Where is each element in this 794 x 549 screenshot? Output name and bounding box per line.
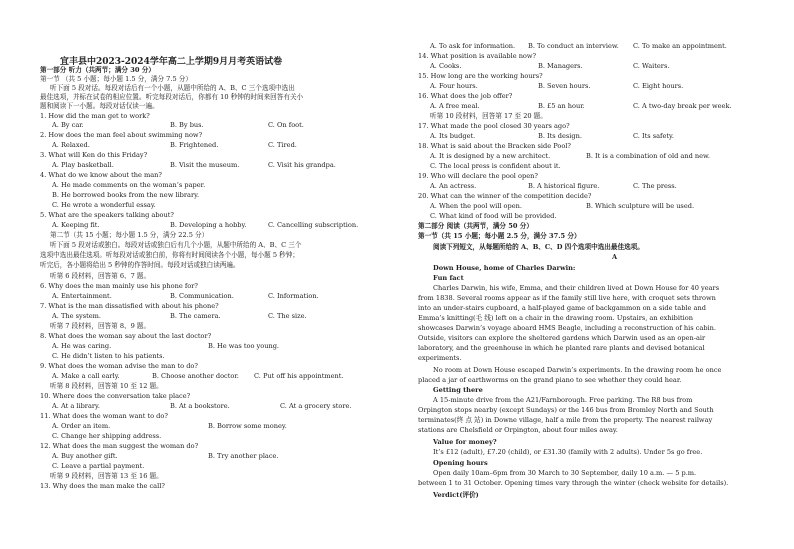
option: B. Its design. <box>538 132 582 140</box>
option: C. Change her shipping address. <box>52 432 162 440</box>
option: C. On foot. <box>268 121 304 129</box>
option: B. To conduct an interview. <box>528 42 619 50</box>
question-15: 15. How long are the working hours? <box>418 72 543 80</box>
option: B. Choose another doctor. <box>152 372 239 380</box>
reading-instruction: 阅读下列短文，从每题所给的 A、B、C、D 四个选项中选出最佳选项。 <box>433 243 644 251</box>
paragraph-line: placed a jar of earthworms on the grand piano to see whether they could hear. <box>418 376 682 384</box>
option: B. Borrow some money. <box>208 422 287 430</box>
option: B. A historical figure. <box>528 182 600 190</box>
question-1: 1. How did the man get to work? <box>40 112 150 120</box>
section2-instruction-line: 选项中选出最佳选项。听每段对话或独白前，你将有时间阅读各个小题，每小题 5 秒钟； <box>40 251 299 259</box>
option: B. At a bookstore. <box>170 402 230 410</box>
option: B. It is a combination of old and new. <box>586 152 710 160</box>
question-14: 14. What position is available now? <box>418 52 537 60</box>
paragraph-line: A 15-minute drive from the A21/Farnborough. Free parking. The R8 bus from <box>433 396 693 404</box>
option: A. Keeping fit. <box>52 221 100 229</box>
question-6: 6. Why does the man mainly use his phone for? <box>40 282 198 290</box>
section1-instruction-line: 题和阅读下一小题。每段对话仅读一遍。 <box>40 102 159 110</box>
right-column <box>418 0 763 549</box>
option: A. An actress. <box>430 182 477 190</box>
option: C. What kind of food will be provided. <box>430 212 557 220</box>
option: A. At a library. <box>52 402 100 410</box>
option: B. Seven hours. <box>538 82 591 90</box>
option: B. He borrowed books from the new library. <box>52 191 200 199</box>
option: C. Put off his appointment. <box>254 372 344 380</box>
option: C. Waiters. <box>633 62 670 70</box>
listening-hint: 听第 8 段材料，回答第 10 至 12 题。 <box>50 382 163 390</box>
option: C. To make an appointment. <box>633 42 727 50</box>
section2-instruction-line: 听下面 5 段对话或独白。每段对话或独白后有几个小题，从题中所给的 A、B、C 三个 <box>50 241 302 249</box>
section2-heading: 第二节（共 15 小题；每小题 1.5 分，满分 22.5 分） <box>50 231 209 239</box>
question-11: 11. What does the woman want to do? <box>40 412 168 420</box>
subheading-getting-there: Getting there <box>433 386 483 394</box>
paragraph-line: Outside, visitors can explore the sheltered gardens which Darwin used as an open-air <box>418 334 706 342</box>
option: C. Cancelling subscription. <box>268 221 359 229</box>
question-2: 2. How does the man feel about swimming now? <box>40 131 203 139</box>
section1-heading: 第一节 （共 5 小题；每小题 1.5 分，满分 7.5 分） <box>40 75 192 83</box>
question-19: 19. Who will declare the pool open? <box>418 172 538 180</box>
paragraph-line: Open daily 10am–6pm from 30 March to 30 September, daily 10 a.m. — 5 p.m. <box>433 469 697 477</box>
paragraph-line: Emma’s knitting(毛 线) left on a chair in the drawing room. Upstairs, an exhibition <box>418 314 693 322</box>
option: B. Managers. <box>538 62 583 70</box>
option: A. Four hours. <box>430 82 478 90</box>
question-13: 13. Why does the man make the call? <box>40 482 165 490</box>
option: B. Which sculpture will be used. <box>586 202 695 210</box>
paragraph-line: Orpington stops nearby (except Sundays) or the 146 bus from Bromley North and South <box>418 406 714 414</box>
option: A. He made comments on the woman’s paper. <box>52 181 206 189</box>
option: A. It is designed by a new architect. <box>430 152 551 160</box>
paragraph-line: It’s £12 (adult), £7.20 (child), or £31.30 (family with 2 adults). Under 5s go free. <box>433 448 703 456</box>
section1-instruction-line: 最佳选项，并标在试卷的相应位置。听完每段对话后，你都有 10 秒钟的时间来回答有关小 <box>40 93 304 101</box>
listening-hint: 听第 9 段材料，回答第 13 至 16 题。 <box>50 472 163 480</box>
question-8: 8. What does the woman say about the last doctor? <box>40 332 212 340</box>
option: B. £5 an hour. <box>538 102 585 110</box>
option: A. Relaxed. <box>52 141 90 149</box>
paragraph-line: showcases Darwin’s voyage aboard HMS Beagle, including a reconstruction of his cabin. <box>418 324 717 332</box>
option: C. Its safety. <box>633 132 674 140</box>
question-3: 3. What will Ken do this Friday? <box>40 151 148 159</box>
option: A. A free meal. <box>430 102 480 110</box>
option: A. Entertainment. <box>52 292 112 300</box>
option: B. Visit the museum. <box>170 161 240 169</box>
option: A. By car. <box>52 121 84 129</box>
paragraph-line: into an under-stairs cupboard, a half-played game of backgammon on a side table and <box>418 304 706 312</box>
option: C. He didn’t listen to his patients. <box>52 352 165 360</box>
option: B. Developing a hobby. <box>170 221 247 229</box>
option: B. Try another place. <box>208 452 279 460</box>
option: A. Its budget. <box>430 132 476 140</box>
option: C. At a grocery store. <box>280 402 352 410</box>
subheading-fun-fact: Fun fact <box>433 274 464 282</box>
option: A. Order an item. <box>52 422 111 430</box>
paragraph-line: between 1 to 31 October. Opening times vary through the winter (check website for details). <box>418 479 729 487</box>
option: A. The system. <box>52 312 101 320</box>
listening-hint: 听第 7 段材料，回答第 8、9 题。 <box>50 322 151 330</box>
question-10: 10. Where does the conversation take place? <box>40 392 191 400</box>
question-20: 20. What can the winner of the competition decide? <box>418 192 592 200</box>
option: C. Information. <box>268 292 319 300</box>
question-18: 18. What is said about the Bracken side Pool? <box>418 142 571 150</box>
question-4: 4. What do we know about the man? <box>40 171 162 179</box>
option: B. Frightened. <box>170 141 219 149</box>
question-12: 12. What does the man suggest the woman do? <box>40 442 199 450</box>
passage-letter: A <box>612 253 618 261</box>
option: A. Cooks. <box>430 62 462 70</box>
option: B. By bus. <box>170 121 204 129</box>
part2-heading: 第二部分 阅读（共两节，满分 50 分） <box>418 222 533 230</box>
section1-instruction-line: 听下面 5 段对话。每段对话后有一个小题，从题中所给的 A、B、C 三个选项中选出 <box>50 84 295 92</box>
paragraph-line: stations are Chelsfield or Orpington, about four miles away. <box>418 426 618 434</box>
paragraph-line: laboratory, and the greenhouse in which he planted rare plants and devised botanical <box>418 344 705 352</box>
paragraph-line: Charles Darwin, his wife, Emma, and their children lived at Down House for 40 years <box>433 284 720 292</box>
question-5: 5. What are the speakers talking about? <box>40 211 174 219</box>
paragraph-line: experiments. <box>418 354 462 362</box>
option: B. He was too young. <box>208 342 280 350</box>
paragraph-line: No room at Down House escaped Darwin’s experiments. In the drawing room he once <box>433 366 722 374</box>
section2-instruction-line: 听完后，各小题将给出 5 秒钟的作答时间。每段对话或独白读两遍。 <box>40 261 240 269</box>
option: C. Leave a partial payment. <box>52 462 145 470</box>
option: C. Visit his grandpa. <box>268 161 336 169</box>
option: C. The size. <box>268 312 307 320</box>
paragraph-line: from 1838. Several rooms appear as if the family still live here, with croquet sets thrown <box>418 294 716 302</box>
passage-title: Down House, home of Charles Darwin: <box>433 264 576 272</box>
paragraph-line: terminates(终 点 站) in Downe village, half a mile from the property. The nearest railway <box>418 416 713 424</box>
question-7: 7. What is the man dissatisfied with about his phone? <box>40 302 219 310</box>
option: C. A two-day break per week. <box>633 102 732 110</box>
question-16: 16. What does the job offer? <box>418 92 513 100</box>
question-17: 17. What made the pool closed 30 years ago? <box>418 122 570 130</box>
option: A. Play basketball. <box>52 161 114 169</box>
question-9: 9. What does the woman advise the man to do? <box>40 362 198 370</box>
option: C. Tired. <box>268 141 297 149</box>
left-column <box>40 0 385 549</box>
option: C. He wrote a wonderful essay. <box>52 201 156 209</box>
part1-heading: 第一部分 听力（共两节；满分 30 分） <box>40 66 155 74</box>
listening-hint: 听第 10 段材料，回答第 17 至 20 题。 <box>430 112 547 120</box>
subheading-opening-hours: Opening hours <box>433 459 488 467</box>
option: A. Buy another gift. <box>52 452 118 460</box>
option: A. He was caring. <box>52 342 112 350</box>
subheading-value: Value for money? <box>433 438 497 446</box>
reading-section1-heading: 第一节（共 15 小题；每小题 2.5 分，满分 37.5 分） <box>418 232 581 240</box>
option: A. Make a call early. <box>52 372 120 380</box>
option: C. The press. <box>633 182 677 190</box>
listening-hint: 听第 6 段材料，回答第 6、7 题。 <box>50 272 151 280</box>
option: A. When the pool will open. <box>430 202 522 210</box>
option: B. Communication. <box>170 292 234 300</box>
option: B. The camera. <box>170 312 221 320</box>
exam-title: 宜丰县中2023-2024学年高二上学期9月月考英语试卷 <box>60 57 283 67</box>
option: A. To ask for information. <box>430 42 516 50</box>
option: C. The local press is confident about it. <box>430 162 561 170</box>
subheading-verdict: Verdict(评价) <box>433 491 479 499</box>
option: C. Eight hours. <box>633 82 684 90</box>
